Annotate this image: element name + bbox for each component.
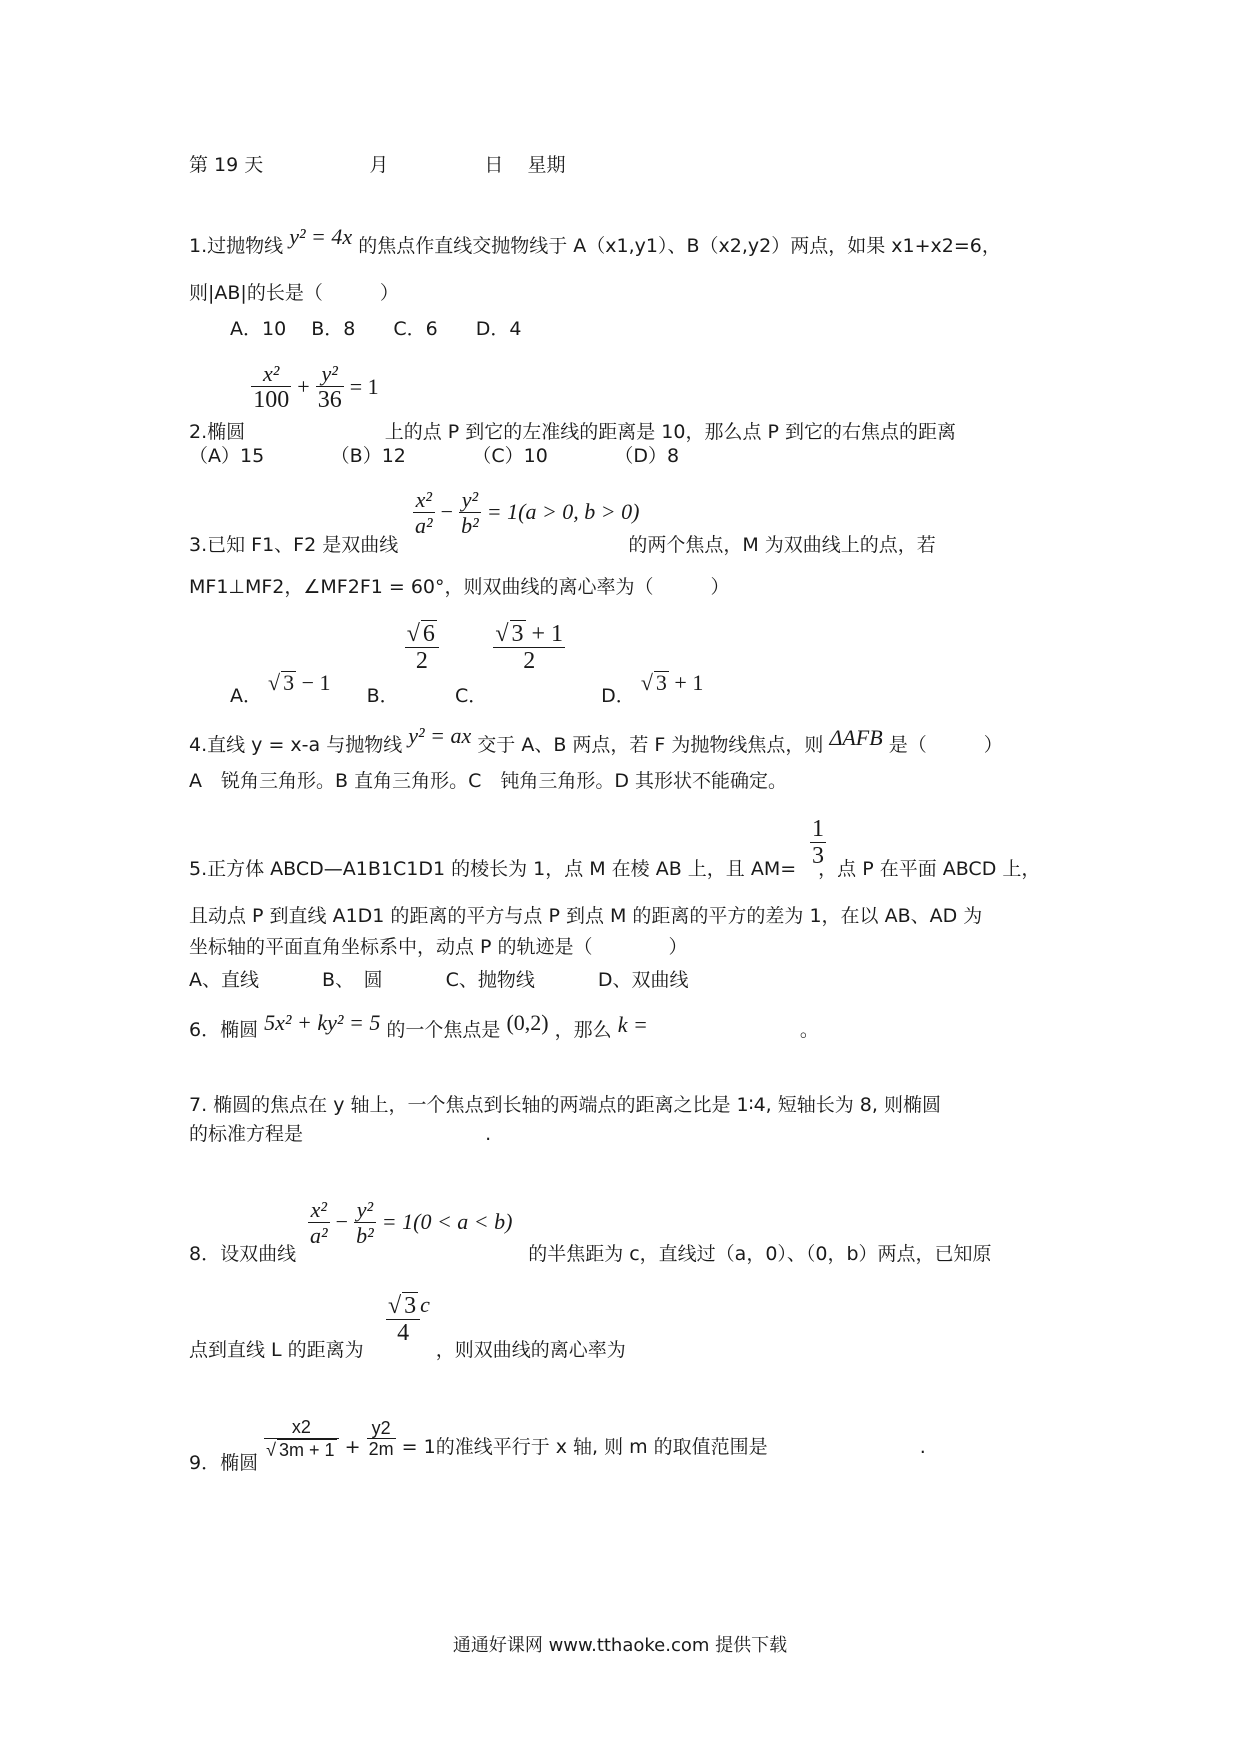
q6-point: (0,2): [506, 1010, 549, 1035]
q5-line1: 5.正方体 ABCD—A1B1C1D1 的棱长为 1，点 M 在棱 AB 上，且 AM=: [189, 858, 797, 880]
q6-end: 。: [799, 1019, 819, 1041]
q6-k: k =: [617, 1012, 648, 1037]
day-label: 第 19 天: [189, 154, 264, 176]
q3-option-d: D．: [601, 684, 635, 707]
q8-prefix: 8．设双曲线: [189, 1243, 297, 1265]
q5-fraction: $\frac{1}{3}$: [812, 816, 824, 870]
q9-prefix: 9．椭圆: [189, 1451, 259, 1474]
q1-line2: 则|AB|的长是（ ）: [189, 282, 399, 304]
q8-tail: ，则双曲线的离心率为: [435, 1339, 626, 1361]
q9-text: = 1的准线平行于 x 轴, 则 m 的取值范围是: [401, 1435, 768, 1458]
q8-condition: = 1(0 < a < b): [381, 1208, 513, 1234]
q8-line2-text: 点到直线 L 的距离为: [189, 1339, 364, 1361]
question-6: [189, 1010, 819, 1041]
footer: 通通好课网 www.tthaoke.com 提供下载: [452, 1635, 788, 1656]
month-label: 月: [369, 154, 389, 176]
q4-text: 交于 A、B 两点，若 F 为抛物线焦点，则: [477, 734, 824, 756]
date-label: 日: [484, 154, 504, 176]
question-3: [189, 536, 936, 555]
question-2: 2.椭圆 $\frac{\text{x²}}{100}$ + $\frac{\text{y²}}{36}$ = 1 上的点 P 到它的左准线的距离是 10，那么点 P 到它的右焦点的距离: [189, 361, 957, 443]
q5-line3: 坐标轴的平面直角坐标系中，动点 P 的轨迹是（ ）: [189, 936, 688, 958]
q9-den: 2m: [368, 1439, 394, 1460]
q7-end: .: [485, 1123, 492, 1145]
q3-option-c: C．: [455, 684, 488, 707]
q3-options: A． √ 3 − 1 B． $\frac{√ 6}{2}$ C． $\frac{√ 3 + 1}{2}$ D． √ 3 + 1: [230, 621, 704, 707]
question-9: 9．椭圆 $\frac{x2}{√ 3m + 1}$ + $\frac{y2}{2m}$ = 1的准线平行于 x 轴, 则 m 的取值范围是 .: [189, 1417, 926, 1474]
q6-text: 的一个焦点是: [386, 1019, 501, 1041]
q7-line2: [189, 1125, 491, 1144]
q3-condition: = 1(a > 0, b > 0): [486, 498, 640, 524]
q8-fraction: $\frac{√ 3}{4}$ c: [388, 1291, 430, 1347]
q7-line2-text: 的标准方程是: [189, 1123, 304, 1145]
q3-equation: $\frac{\text{x²}}{\text{a²}}$ − $\frac{\text{y²}}{\text{b²}}$ = 1(a > 0, b > 0): [415, 487, 640, 539]
q9-y2: y2: [371, 1417, 391, 1438]
question-8: [189, 1245, 992, 1264]
q2-options: （A）15 （B）12 （C）10 （D）8: [189, 445, 680, 467]
q8-equation: $\frac{\text{x²}}{\text{a²}}$ − $\frac{\text{y²}}{\text{b²}}$ = 1(0 < a < b): [310, 1197, 513, 1249]
q1-options: A．10 B．8 C．6 D．4: [230, 318, 522, 340]
q7-line1: 7. 椭圆的焦点在 y 轴上，一个焦点到长轴的两端点的距离之比是 1∶4, 短轴长为 8, 则椭圆: [189, 1094, 941, 1116]
question-5: [189, 860, 1040, 879]
question-4: [189, 723, 1003, 756]
q6-formula: 5x² + ky² = 5: [264, 1010, 381, 1035]
q4-options: A 锐角三角形。B 直角三角形。C 钝角三角形。D 其形状不能确定。: [189, 770, 788, 792]
q3-option-b: B．: [366, 684, 399, 707]
q9-end: .: [919, 1435, 926, 1458]
q5-options: A、直线 B、 圆 C、抛物线 D、双曲线: [189, 969, 689, 991]
q3-prefix: 3.已知 F1、F2 是双曲线: [189, 534, 399, 556]
q2-prefix: 2.椭圆: [189, 420, 246, 443]
q2-fraction-x: $\frac{\text{x²}}{100}$: [253, 361, 290, 414]
question-1: [189, 224, 1001, 257]
q5-line2: 且动点 P 到直线 A1D1 的距离的平方与点 P 到点 M 的距离的平方的差为 1，在以 AB、AD 为: [189, 905, 983, 927]
q9-radicand: 3m + 1: [279, 1439, 335, 1460]
q5-line1b: ，点 P 在平面 ABCD 上，: [818, 858, 1041, 880]
q3-text: 的两个焦点，M 为双曲线上的点，若: [628, 534, 936, 556]
q1-prefix: 1.过抛物线: [189, 235, 284, 257]
q2-fraction-y: $\frac{\text{y²}}{36}$: [317, 361, 342, 414]
q1-formula: y² = 4x: [289, 224, 353, 249]
q9-x2: x2: [291, 1417, 311, 1437]
q3-line2: MF1⊥MF2，∠MF2F1 = 60°，则双曲线的离心率为（ ）: [189, 576, 730, 598]
q6-prefix: 6．椭圆: [189, 1019, 259, 1041]
q4-triangle: ΔAFB: [829, 725, 883, 750]
q6-tail: ，那么: [554, 1019, 612, 1041]
page-header: [189, 156, 565, 175]
q8-text: 的半焦距为 c，直线过（a，0）、（0，b）两点，已知原: [528, 1243, 992, 1265]
q4-tail: 是（ ）: [888, 734, 1003, 756]
q4-prefix: 4.直线 y = x-a 与抛物线: [189, 734, 403, 756]
q2-text: 上的点 P 到它的左准线的距离是 10，那么点 P 到它的右焦点的距离: [384, 420, 957, 443]
q4-formula: y² = ax: [408, 723, 472, 748]
q3-option-a: A．: [230, 684, 262, 707]
q8-line2: [189, 1341, 626, 1360]
week-label: 星期: [527, 154, 566, 176]
q1-text: 的焦点作直线交抛物线于 A（x1,y1）、B（x2,y2）两点，如果 x1+x2=6，: [358, 235, 1001, 257]
